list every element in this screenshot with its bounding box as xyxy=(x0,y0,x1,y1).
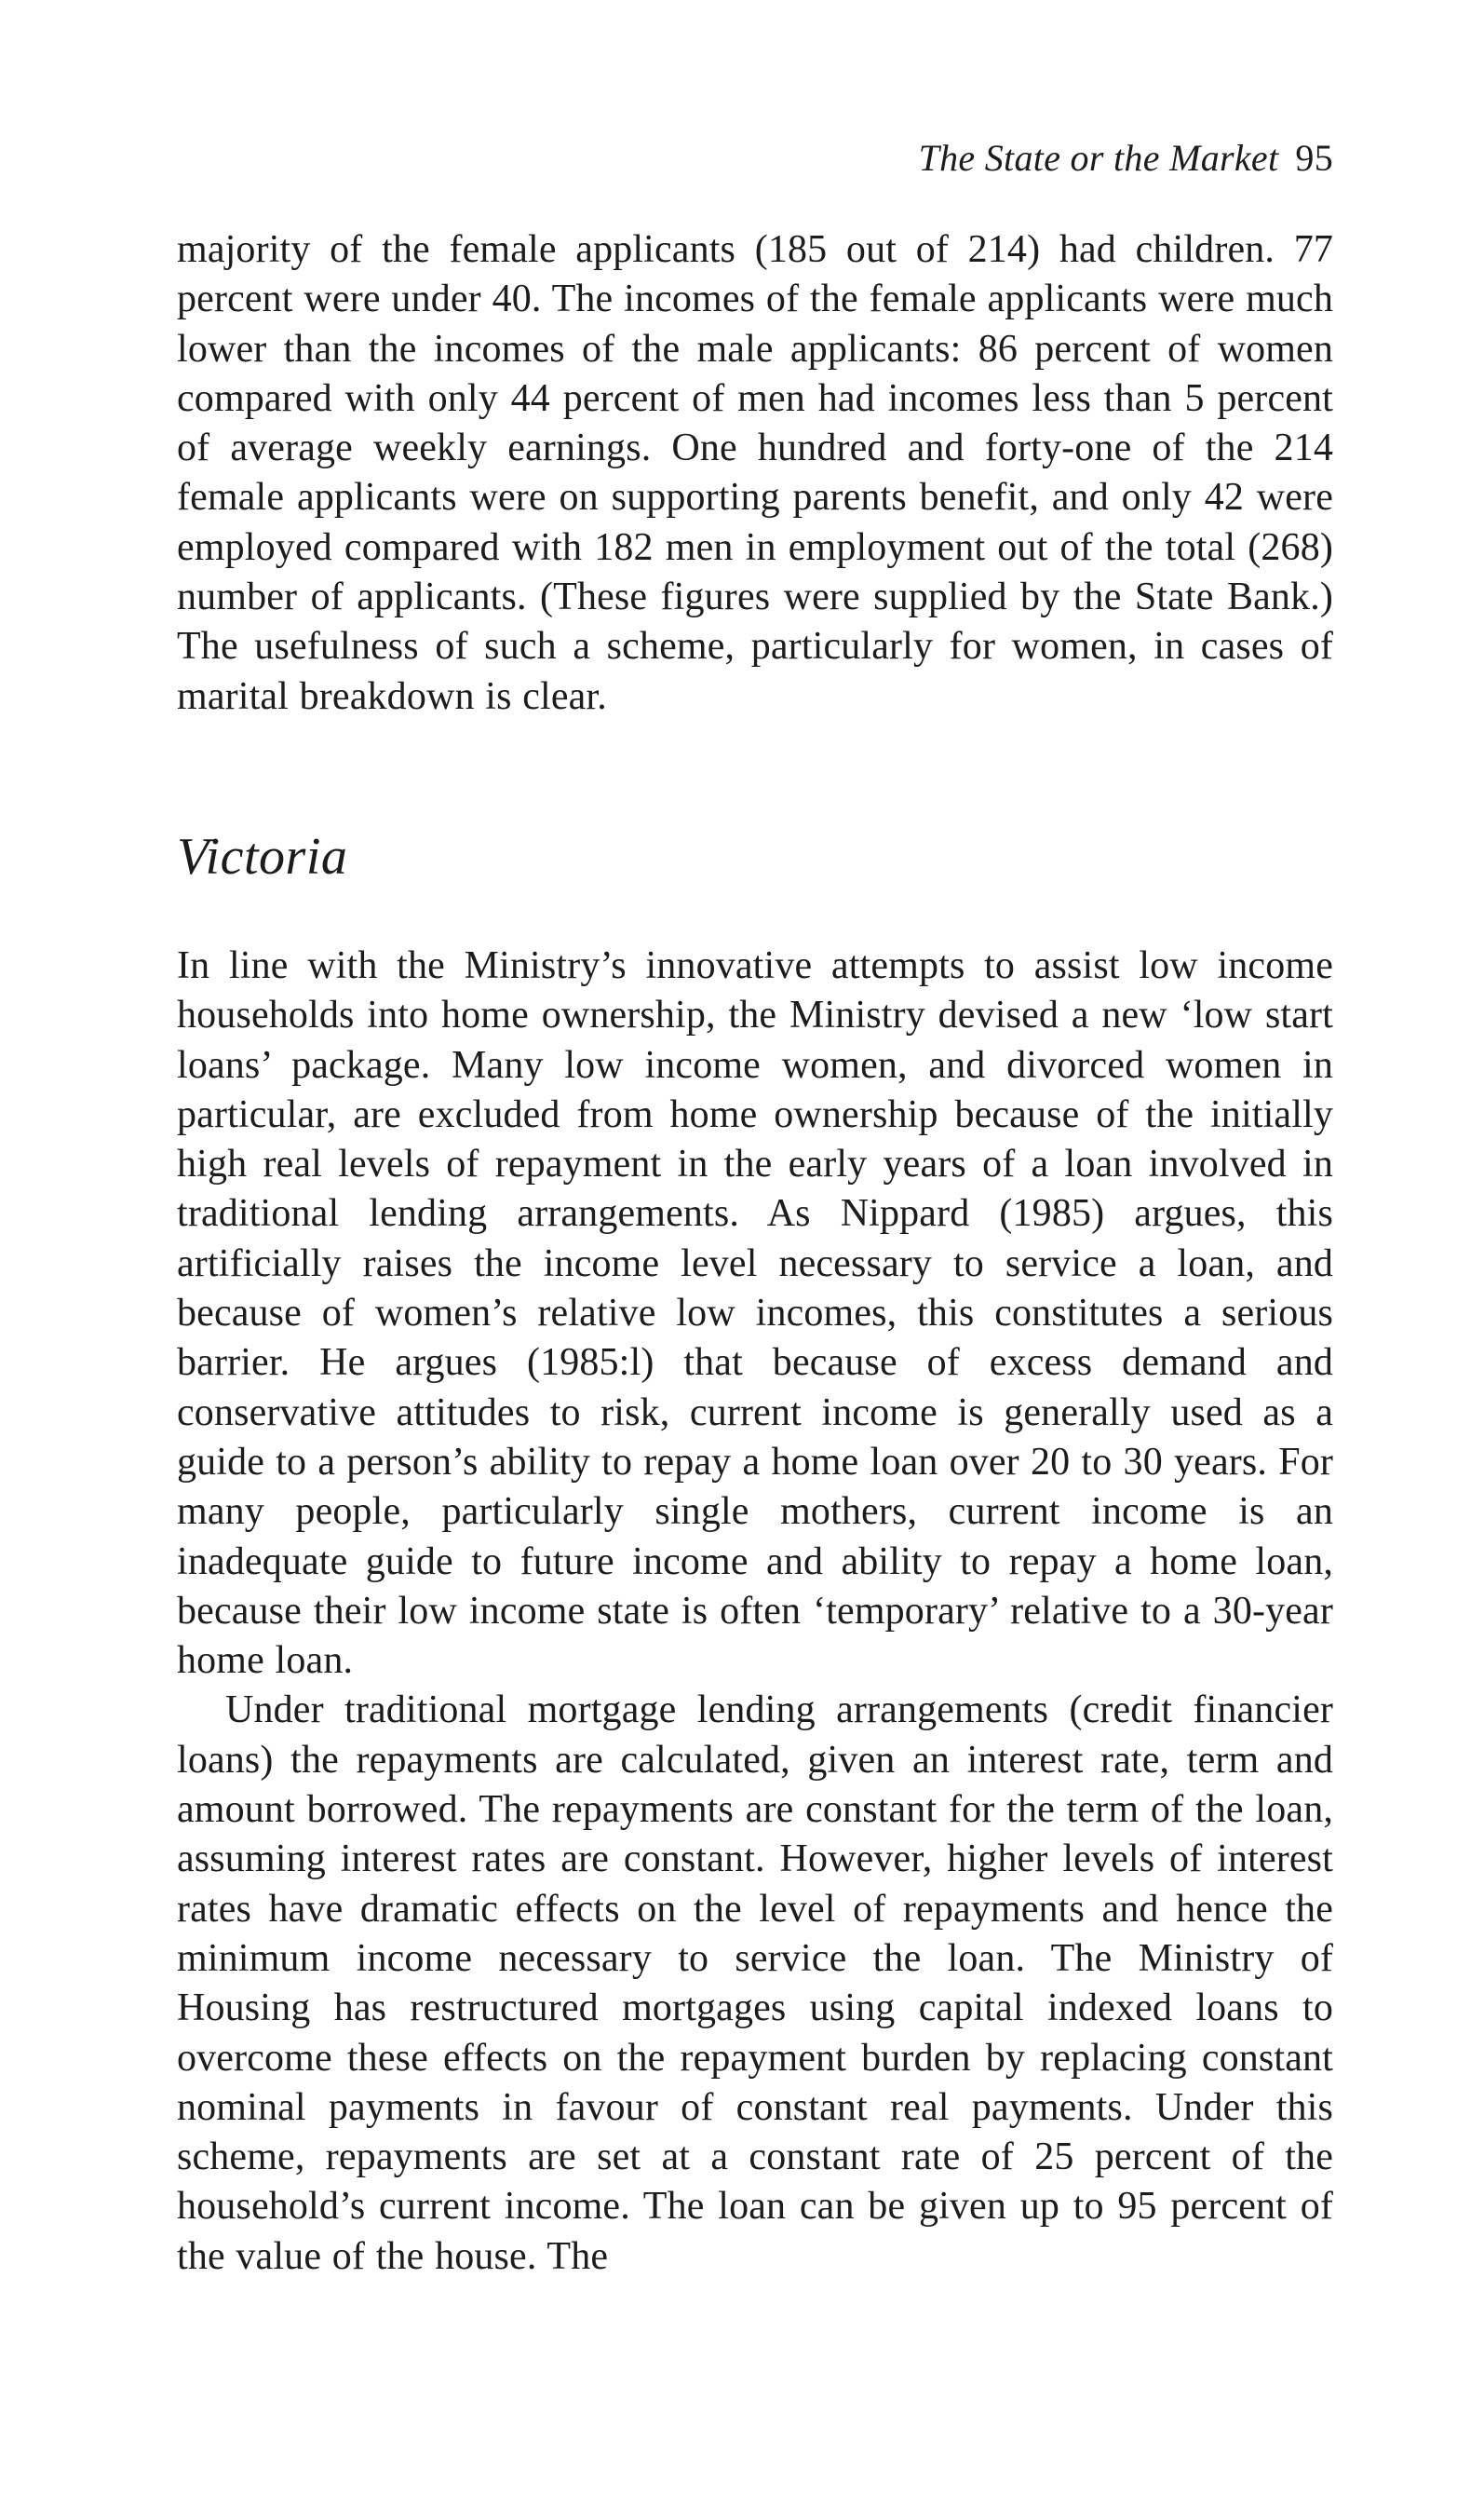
running-head xyxy=(177,136,1333,181)
victoria-section-body xyxy=(177,942,1333,2282)
opening-paragraph-block xyxy=(177,225,1333,722)
paragraph-mortgage-arrangements: Under traditional mortgage lending arrangements (credit financier loans) the repayments are calculated, given an interest rate, term and amount borrowed. The repayments are constant for the term of the loan, assuming interest rates are constant. However, higher levels of interest rates have dramatic effects on the level of repayments and hence the minimum income necessary to service the loan. The Ministry of Housing has restructured mortgages using capital indexed loans to overcome these effects on the repayment burden by replacing constant nominal payments in favour of constant real payments. Under this scheme, repayments are set at a constant rate of 25 percent of the household’s current income. The loan can be given up to 95 percent of the value of the house. The xyxy=(177,1688,1333,2278)
paragraph-low-start-loans: In line with the Ministry’s innovative attempts to assist low income households into home ownership, the Ministry devised a new ‘low start loans’ package. Many low income women, and divorced women in particular, are excluded from home ownership because of the initially high real levels of repayment in the early years of a loan involved in traditional lending arrangements. As Nippard (1985) argues, this artificially raises the income level necessary to service a loan, and because of women’s relative low incomes, this constitutes a serious barrier. He argues (1985:l) that because of excess demand and conservative attitudes to risk, current income is generally used as a guide to a person’s ability to repay a home loan over 20 to 30 years. For many people, particularly single mothers, current income is an inadequate guide to future income and ability to repay a home loan, because their low income state is often ‘temporary’ relative to a 30-year home loan. xyxy=(177,944,1333,1683)
section-heading-victoria: Victoria xyxy=(177,828,348,886)
paragraph-female-applicants: majority of the female applicants (185 out of 214) had children. 77 percent were under 40. The incomes of the female applicants were much lower than the incomes of the male applicants: 86 percent of women compared with only 44 percent of men had incomes less than 5 percent of average weekly earnings. One hundred and forty-one of the 214 female applicants were on supporting parents benefit, and only 42 were employed compared with 182 men in employment out of the total (268) number of applicants. (These figures were supplied by the State Bank.) The usefulness of such a scheme, particularly for women, in cases of marital breakdown is clear. xyxy=(177,228,1333,718)
running-head-title: The State or the Market xyxy=(918,137,1279,179)
page-number: 95 xyxy=(1295,137,1333,179)
